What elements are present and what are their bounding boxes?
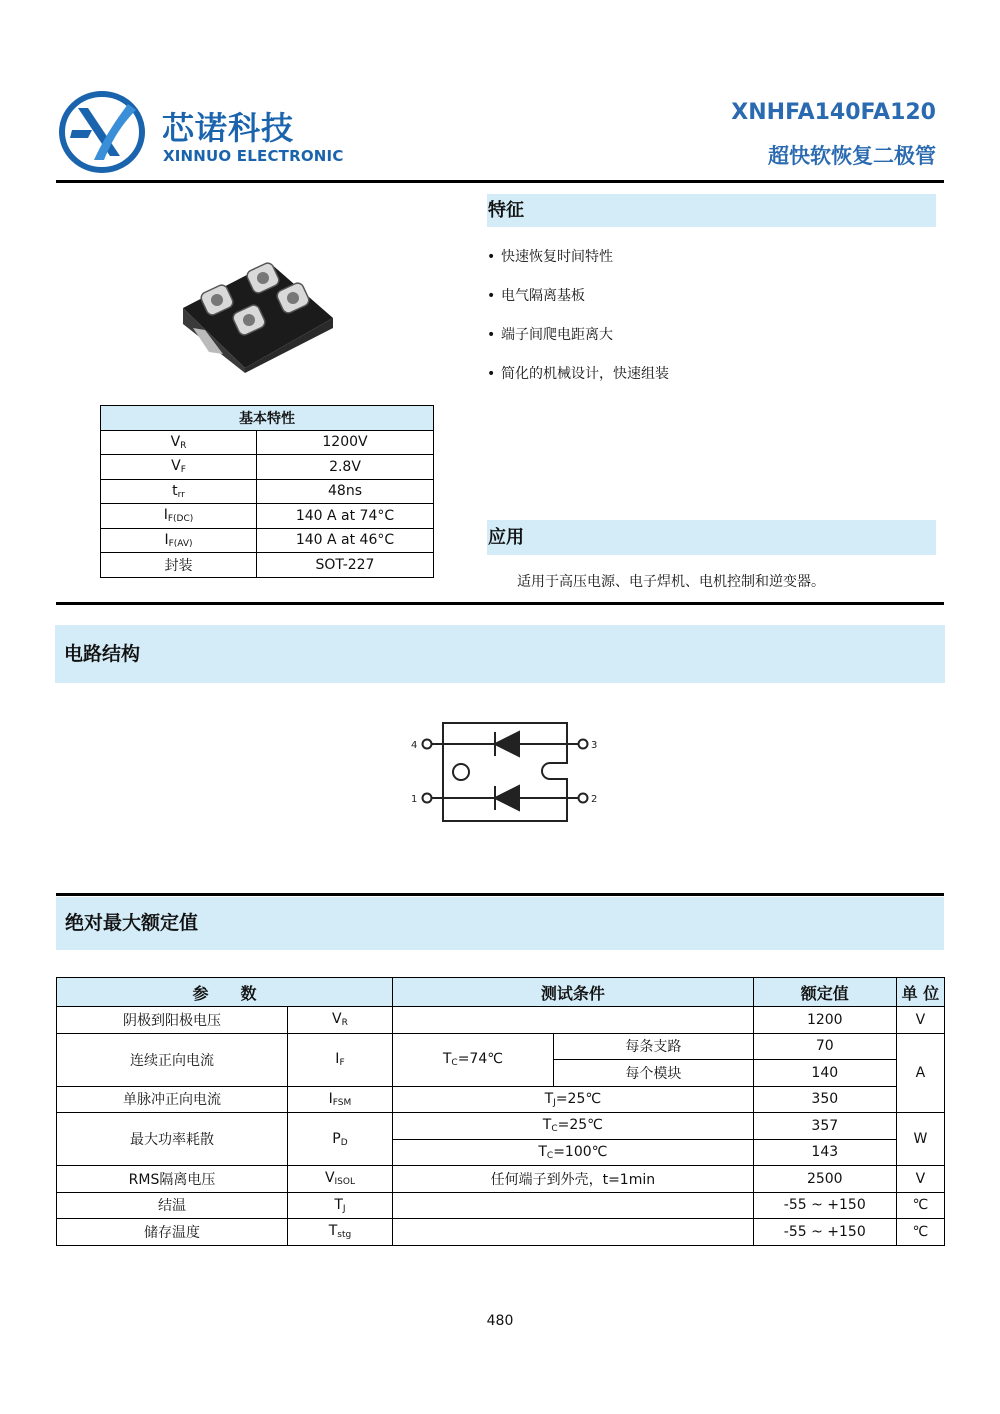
- circuit-title: 电路结构: [64, 643, 141, 665]
- cond-symbol: T: [542, 1117, 552, 1134]
- param-name: 阴极到阳极电压: [57, 1007, 288, 1034]
- param-name: 储存温度: [57, 1219, 288, 1246]
- param-subscript: stg: [337, 1230, 352, 1241]
- product-type: 超快软恢复二极管: [768, 144, 936, 168]
- rated-value: -55 ~ +150: [753, 1219, 896, 1246]
- param-subscript: rr: [177, 489, 185, 500]
- feature-text: 快速恢复时间特性: [501, 249, 613, 265]
- cond-subscript: J: [553, 1097, 556, 1108]
- cond-subscript: C: [546, 1150, 554, 1161]
- table-row: [57, 1086, 945, 1113]
- cond-value: =100℃: [553, 1143, 608, 1160]
- table-row: [101, 479, 434, 504]
- cond-value: =25℃: [555, 1090, 602, 1107]
- features-title: 特征: [487, 194, 936, 227]
- table-row: [57, 1219, 945, 1246]
- unit: W: [896, 1113, 944, 1166]
- param-subscript: J: [342, 1203, 346, 1214]
- param-symbol: T: [328, 1223, 338, 1240]
- pin-label: 2: [591, 794, 598, 805]
- model-number: XNHFA140FA120: [731, 100, 936, 125]
- feature-text: 端子间爬电距离大: [501, 327, 613, 343]
- features-list: [487, 247, 669, 403]
- table-row: [57, 1113, 945, 1140]
- param-symbol: I: [335, 1051, 340, 1067]
- rated-value: 143: [753, 1139, 896, 1166]
- pin-label: 1: [411, 794, 418, 805]
- param-value: 1200V: [257, 430, 434, 455]
- col-header-unit: 单 位: [896, 978, 944, 1007]
- param-symbol: t: [172, 482, 178, 499]
- cond-symbol: T: [544, 1090, 554, 1107]
- pin-label: 3: [591, 740, 598, 751]
- rated-value: 350: [753, 1086, 896, 1113]
- unit: V: [896, 1007, 944, 1034]
- header-divider: [56, 180, 944, 183]
- table-row: [57, 1033, 945, 1060]
- rated-value: -55 ~ +150: [753, 1192, 896, 1219]
- param-subscript: F(DC): [167, 514, 194, 525]
- param-symbol: T: [334, 1196, 343, 1213]
- absolute-ratings-table: [56, 977, 945, 1246]
- unit: V: [896, 1166, 944, 1193]
- section-divider: [56, 893, 944, 896]
- rated-value: 357: [753, 1113, 896, 1140]
- feature-text: 电气隔离基板: [501, 288, 585, 304]
- application-title: 应用: [487, 520, 936, 555]
- cond-symbol: T: [538, 1143, 547, 1160]
- cond-subscript: C: [451, 1058, 458, 1068]
- list-item: • 端子间爬电距离大: [487, 327, 613, 343]
- param-value: 48ns: [257, 479, 434, 504]
- table-row: [101, 455, 434, 480]
- brand-name-en: XINNUO ELECTRONIC: [163, 147, 344, 165]
- param-symbol: V: [170, 433, 181, 450]
- param-value: 140 A at 46°C: [257, 528, 434, 553]
- table-row: [101, 553, 434, 578]
- param-value: 2.8V: [257, 455, 434, 480]
- param-name: 结温: [57, 1192, 288, 1219]
- condition: 任何端子到外壳，t=1min: [392, 1166, 753, 1193]
- col-header-condition: 测试条件: [392, 978, 753, 1007]
- brand-name-cn: 芯诺科技: [162, 109, 295, 147]
- param-value: SOT-227: [257, 553, 434, 578]
- condition: 每条支路: [553, 1033, 753, 1060]
- param-name: 单脉冲正向电流: [57, 1086, 288, 1113]
- param-name: 连续正向电流: [57, 1033, 288, 1086]
- table-header-row: [57, 978, 945, 1007]
- param-symbol: V: [332, 1011, 342, 1028]
- table-row: [57, 1166, 945, 1193]
- param-symbol: P: [332, 1130, 341, 1147]
- param-value: 140 A at 74°C: [257, 504, 434, 529]
- circuit-diagram: [405, 715, 605, 830]
- param-symbol: I: [163, 507, 168, 524]
- param-subscript: R: [341, 1018, 348, 1029]
- param-symbol: I: [164, 531, 169, 548]
- table-row: [101, 504, 434, 529]
- unit: ℃: [896, 1219, 944, 1246]
- list-item: • 简化的机械设计，快速组装: [487, 366, 669, 382]
- product-photo: [175, 258, 340, 373]
- unit: A: [896, 1033, 944, 1113]
- col-header-value: 额定值: [753, 978, 896, 1007]
- rated-value: 2500: [753, 1166, 896, 1193]
- cond-value: =74℃: [457, 1051, 503, 1067]
- param-name: 最大功率耗散: [57, 1113, 288, 1166]
- table-row: [101, 430, 434, 455]
- application-text: 适用于高压电源、电子焊机、电机控制和逆变器。: [517, 574, 825, 590]
- table-row: [57, 1192, 945, 1219]
- param-subscript: ISOL: [334, 1177, 355, 1188]
- cond-value: =25℃: [557, 1117, 603, 1134]
- feature-text: 简化的机械设计，快速组装: [501, 366, 669, 382]
- pin-label: 4: [411, 740, 418, 751]
- cond-symbol: T: [442, 1051, 452, 1067]
- cond-subscript: C: [551, 1124, 558, 1135]
- param-subscript: R: [180, 440, 187, 451]
- ratings-title: 绝对最大额定值: [65, 912, 199, 934]
- page-number: 480: [486, 1313, 514, 1329]
- param-symbol: 封装: [164, 557, 193, 574]
- rated-value: 1200: [753, 1007, 896, 1034]
- rated-value: 70: [753, 1033, 896, 1060]
- param-subscript: F(AV): [168, 538, 193, 549]
- condition: 每个模块: [553, 1060, 753, 1087]
- basic-characteristics-table: [100, 405, 434, 578]
- table-row: [57, 1007, 945, 1034]
- unit: ℃: [896, 1192, 944, 1219]
- company-logo-icon: [58, 90, 146, 174]
- param-subscript: D: [340, 1137, 348, 1148]
- param-subscript: F: [339, 1058, 345, 1068]
- param-name: RMS隔离电压: [57, 1166, 288, 1193]
- param-symbol: I: [328, 1090, 333, 1107]
- section-divider: [56, 602, 944, 605]
- param-symbol: V: [324, 1170, 335, 1187]
- param-symbol: V: [171, 458, 181, 475]
- rated-value: 140: [753, 1060, 896, 1087]
- list-item: • 电气隔离基板: [487, 288, 585, 304]
- param-subscript: F: [180, 465, 186, 476]
- col-header-param: 参 数: [57, 978, 393, 1007]
- basic-table-title: 基本特性: [101, 406, 434, 431]
- table-row: [101, 528, 434, 553]
- param-subscript: FSM: [332, 1097, 352, 1108]
- list-item: • 快速恢复时间特性: [487, 249, 613, 265]
